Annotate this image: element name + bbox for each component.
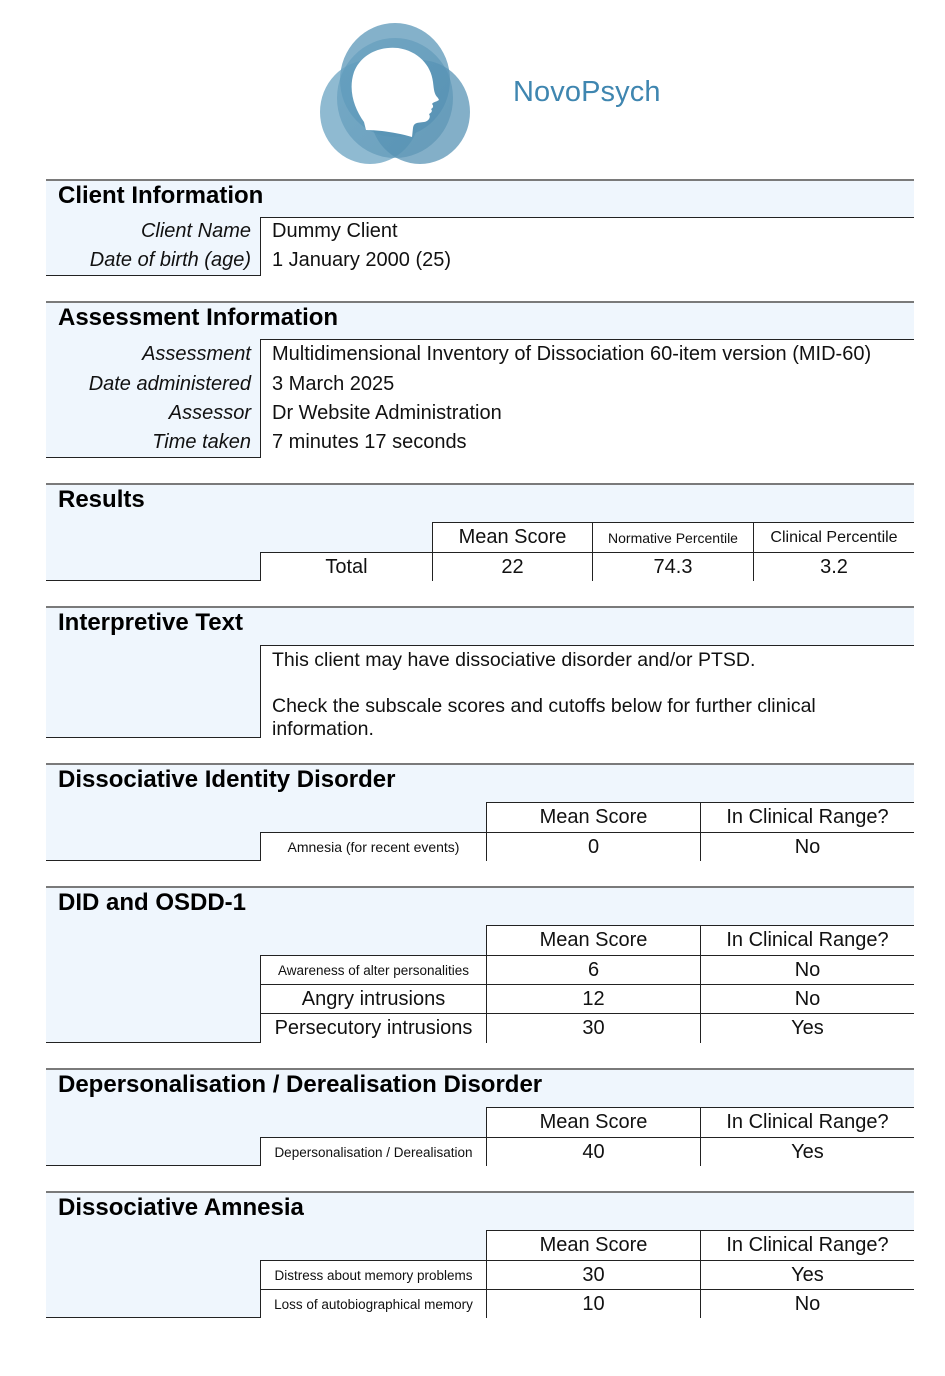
subscale-mean-score: 0 bbox=[486, 832, 701, 861]
section-title: Depersonalisation / Derealisation Disorder bbox=[58, 1071, 543, 1098]
subscale-in-clinical-range: No bbox=[700, 984, 914, 1014]
field-label: Date of birth (age) bbox=[89, 249, 251, 271]
subscale-section-depersonalisation-derealisation-disorder bbox=[46, 1068, 914, 1166]
subscale-in-clinical-range: No bbox=[700, 1289, 914, 1318]
column-header-in-clinical-range: In Clinical Range? bbox=[700, 925, 914, 956]
subscale-label: Depersonalisation / Derealisation bbox=[260, 1137, 487, 1166]
brand-name: NovoPsych bbox=[513, 76, 661, 108]
field-label: Date administered bbox=[88, 373, 251, 395]
subscale-mean-score: 6 bbox=[486, 955, 701, 985]
column-header-in-clinical-range: In Clinical Range? bbox=[700, 1230, 914, 1261]
subscale-mean-score: 10 bbox=[486, 1289, 701, 1318]
section-title: DID and OSDD-1 bbox=[58, 889, 247, 916]
column-header-mean-score: Mean Score bbox=[486, 802, 701, 833]
interpretive-paragraph: This client may have dissociative disorder and/or PTSD. bbox=[272, 649, 756, 671]
assessment-information-section bbox=[46, 301, 914, 458]
kv-row-date-of-birth bbox=[46, 249, 914, 278]
time-taken-value: 7 minutes 17 seconds bbox=[272, 431, 467, 453]
head-silhouette-logo-icon bbox=[318, 20, 472, 166]
section-title: Results bbox=[58, 486, 145, 513]
column-header-mean-score: Mean Score bbox=[486, 1230, 701, 1261]
client-name-value: Dummy Client bbox=[272, 220, 398, 242]
column-header-in-clinical-range: In Clinical Range? bbox=[700, 1107, 914, 1138]
date-administered-value: 3 March 2025 bbox=[272, 373, 395, 395]
section-title: Assessment Information bbox=[58, 304, 339, 331]
column-header-normative-percentile: Normative Percentile bbox=[592, 522, 754, 553]
kv-row-assessor bbox=[46, 402, 914, 431]
assessor-value: Dr Website Administration bbox=[272, 402, 502, 424]
field-label: Assessor bbox=[168, 402, 251, 424]
subscale-mean-score: 40 bbox=[486, 1137, 701, 1166]
section-title: Dissociative Amnesia bbox=[58, 1194, 304, 1221]
subscale-in-clinical-range: No bbox=[700, 832, 914, 861]
kv-row-assessment bbox=[46, 343, 914, 372]
kv-row-client-name bbox=[46, 220, 914, 249]
subscale-label: Persecutory intrusions bbox=[260, 1013, 487, 1043]
section-title: Dissociative Identity Disorder bbox=[58, 766, 396, 793]
subscale-in-clinical-range: Yes bbox=[700, 1013, 914, 1043]
subscale-mean-score: 30 bbox=[486, 1260, 701, 1290]
subscale-label: Angry intrusions bbox=[260, 984, 487, 1014]
subscale-in-clinical-range: Yes bbox=[700, 1260, 914, 1290]
subscale-in-clinical-range: No bbox=[700, 955, 914, 985]
assessment-value: Multidimensional Inventory of Dissociation 60-item version (MID-60) bbox=[272, 343, 872, 365]
section-title: Client Information bbox=[58, 182, 264, 209]
kv-row-date-administered bbox=[46, 373, 914, 402]
kv-row-time-taken bbox=[46, 431, 914, 460]
subscale-section-dissociative-amnesia bbox=[46, 1191, 914, 1318]
interpretive-paragraph: Check the subscale scores and cutoffs below for further clinical information. bbox=[272, 695, 816, 740]
date-of-birth-value: 1 January 2000 (25) bbox=[272, 249, 452, 271]
results-section bbox=[46, 483, 914, 581]
column-header-in-clinical-range: In Clinical Range? bbox=[700, 802, 914, 833]
subscale-label: Amnesia (for recent events) bbox=[260, 832, 487, 861]
column-header-clinical-percentile: Clinical Percentile bbox=[753, 522, 914, 553]
client-information-section bbox=[46, 179, 914, 276]
column-header-mean-score: Mean Score bbox=[486, 925, 701, 956]
field-label: Assessment bbox=[142, 343, 251, 365]
interpretive-text-section bbox=[46, 606, 914, 738]
subscale-mean-score: 12 bbox=[486, 984, 701, 1014]
subscale-in-clinical-range: Yes bbox=[700, 1137, 914, 1166]
column-header-mean-score: Mean Score bbox=[432, 522, 593, 553]
subscale-label: Distress about memory problems bbox=[260, 1260, 487, 1290]
field-label: Client Name bbox=[140, 220, 251, 242]
subscale-label: Loss of autobiographical memory bbox=[260, 1289, 487, 1318]
subscale-mean-score: 30 bbox=[486, 1013, 701, 1043]
total-clinical-percentile: 3.2 bbox=[753, 552, 914, 581]
subscale-section-did-and-osdd-1 bbox=[46, 886, 914, 1043]
field-label: Time taken bbox=[152, 431, 251, 453]
section-title: Interpretive Text bbox=[58, 609, 243, 636]
subscale-section-dissociative-identity-disorder bbox=[46, 763, 914, 861]
total-normative-percentile: 74.3 bbox=[592, 552, 754, 581]
total-mean-score: 22 bbox=[432, 552, 593, 581]
row-label-total: Total bbox=[260, 552, 433, 581]
column-header-mean-score: Mean Score bbox=[486, 1107, 701, 1138]
interpretive-text-body bbox=[260, 645, 914, 738]
subscale-label: Awareness of alter personalities bbox=[260, 955, 487, 985]
